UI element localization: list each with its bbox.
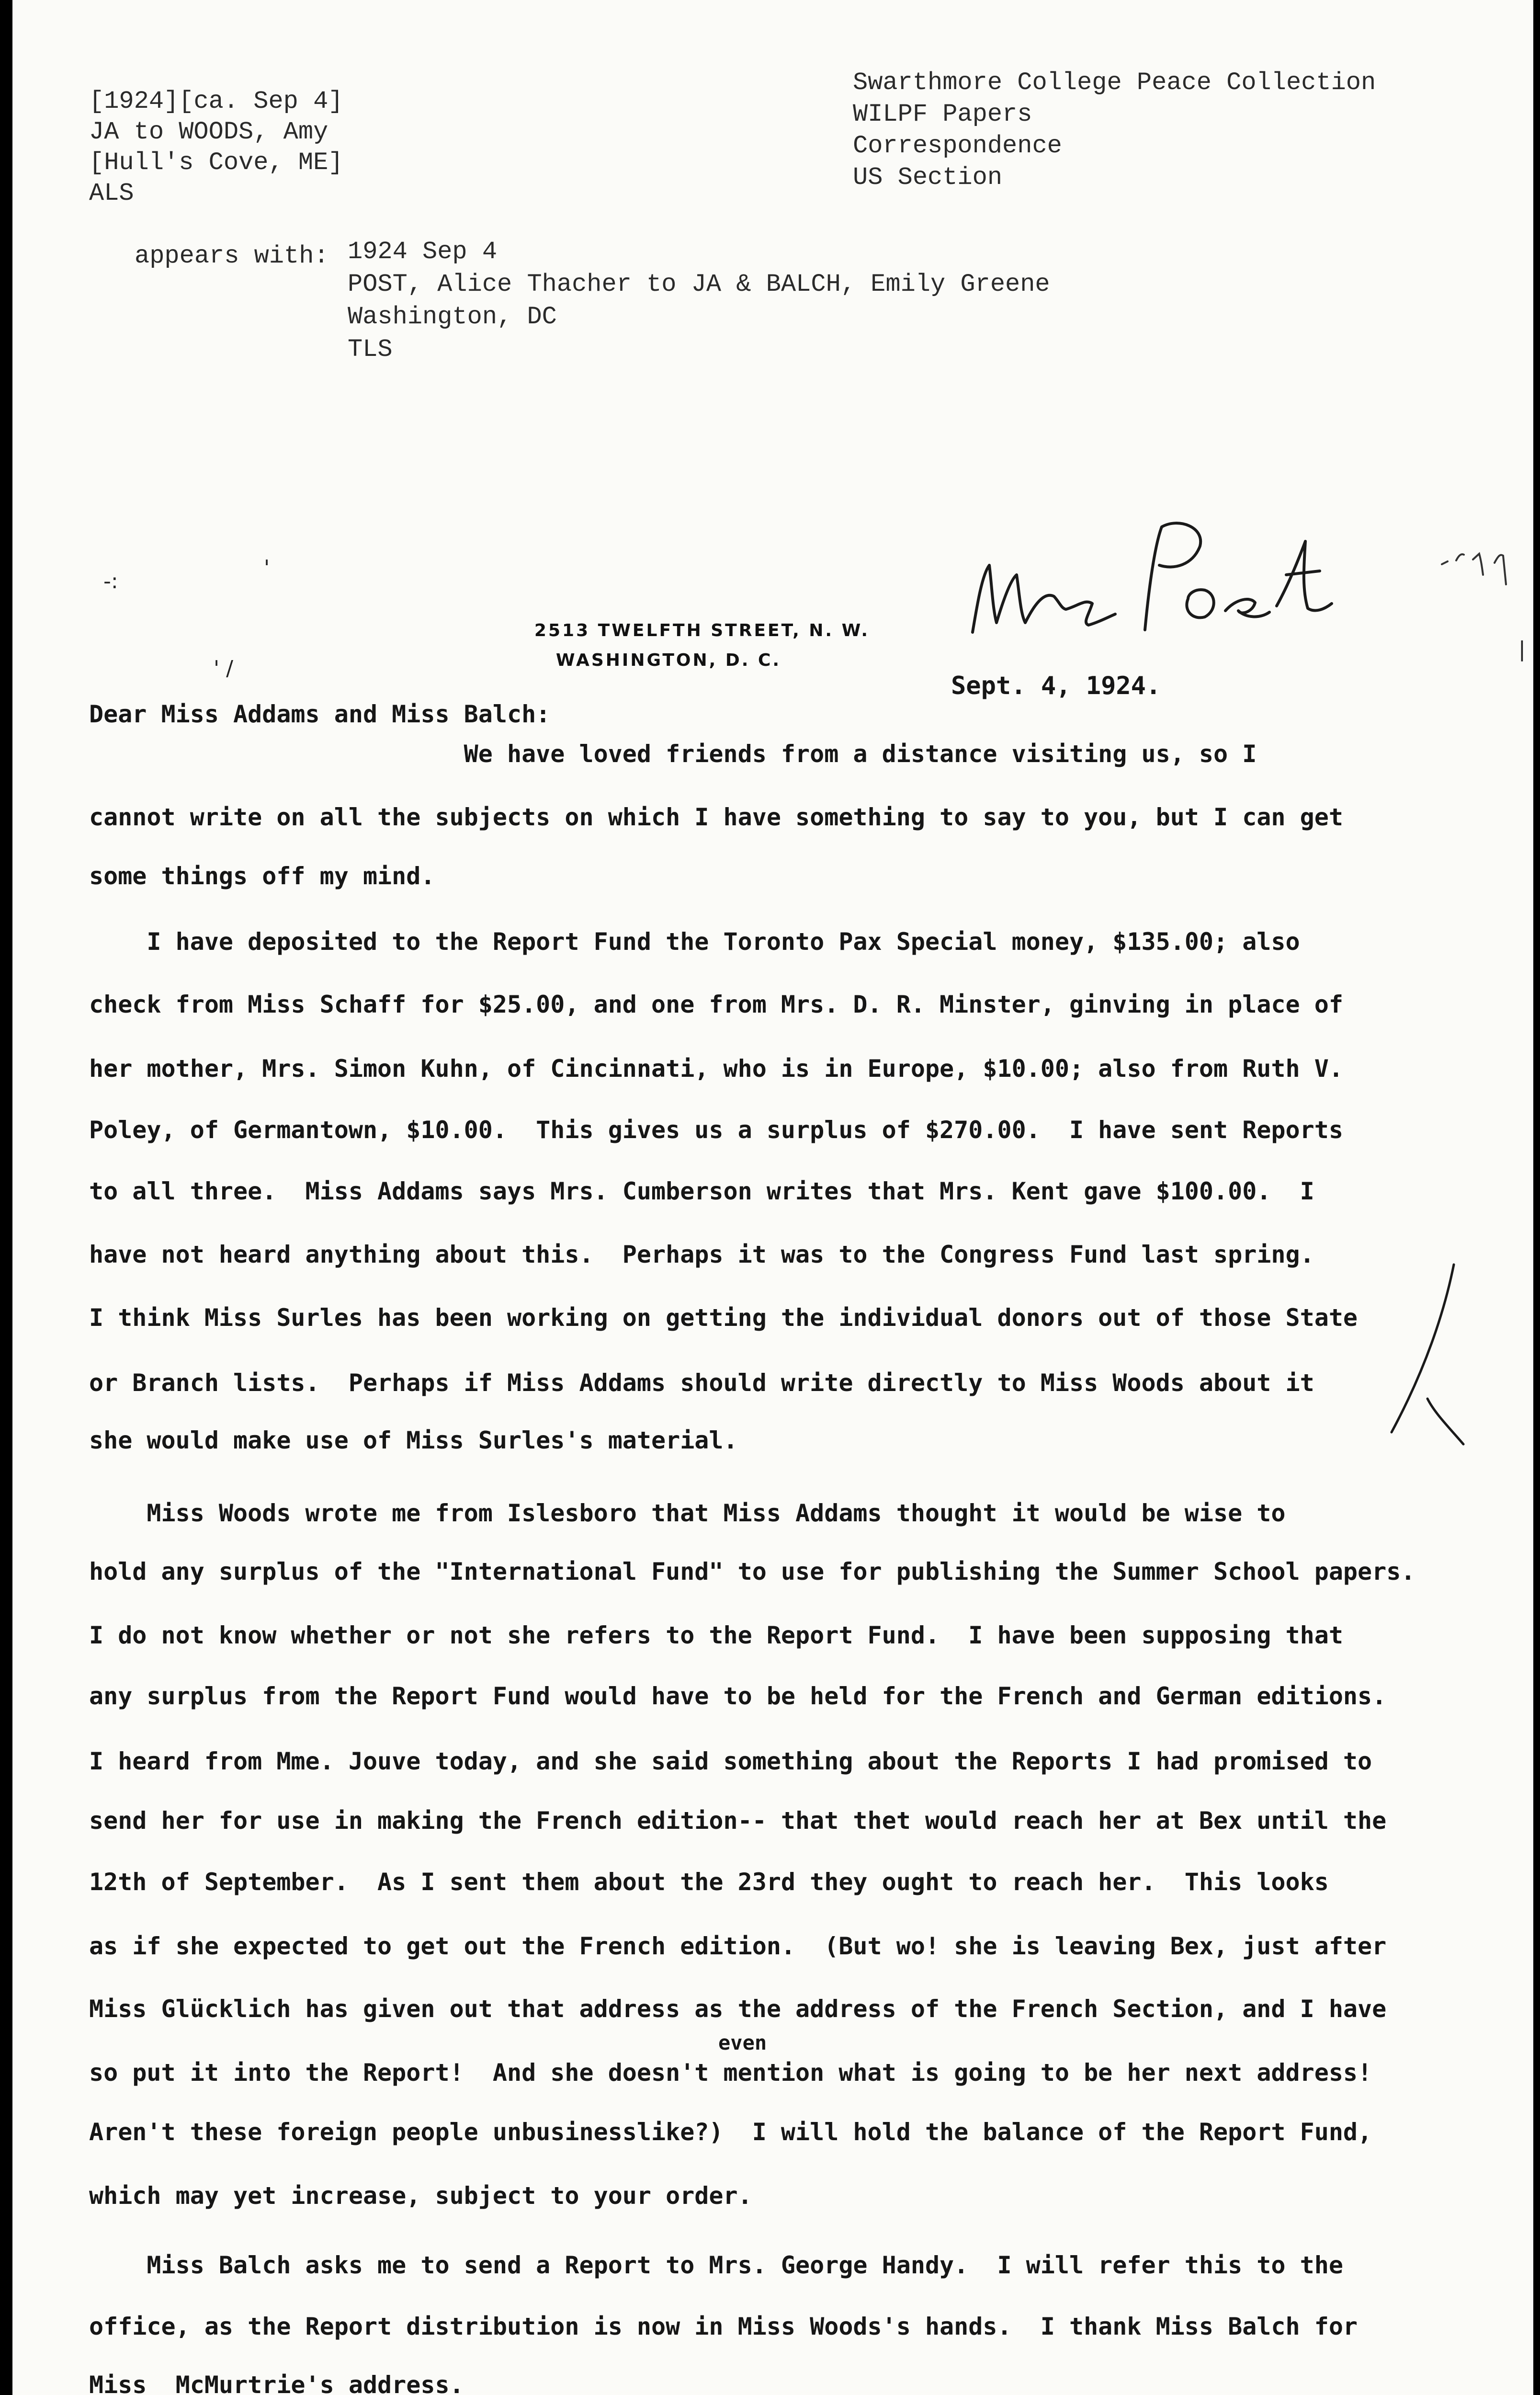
- body-line: Miss McMurtrie's address.: [89, 2371, 464, 2395]
- body-line: so put it into the Report! And she doesn't mention what is going to be her next address!: [89, 2059, 1372, 2087]
- letter-page: [12, 0, 1533, 2395]
- body-line: Miss Glücklich has given out that address as the address of the French Section, and I have: [89, 1995, 1387, 2023]
- interlinear-insertion: even: [718, 2031, 767, 2054]
- body-line: have not heard anything about this. Perhaps it was to the Congress Fund last spring.: [89, 1241, 1314, 1268]
- body-line: office, as the Report distribution is now in Miss Woods's hands. I thank Miss Balch for: [89, 2313, 1358, 2340]
- body-line: check from Miss Schaff for $25.00, and one from Mrs. D. R. Minster, ginving in place of: [89, 991, 1343, 1018]
- letterhead-street: 2513 TWELFTH STREET, N. W.: [534, 621, 870, 640]
- body-line: Aren't these foreign people unbusinesslike?) I will hold the balance of the Report Fund,: [89, 2118, 1372, 2146]
- handwritten-annotation-mrs-post: [963, 508, 1533, 647]
- appears-with-lines: 1924 Sep 4 POST, Alice Thacher to JA & BALCH, Emily Greene Washington, DC TLS: [348, 238, 1050, 364]
- body-line: she would make use of Miss Surles's material.: [89, 1426, 738, 1454]
- body-line: to all three. Miss Addams says Mrs. Cumberson writes that Mrs. Kent gave $100.00. I: [89, 1177, 1314, 1205]
- body-line: some things off my mind.: [89, 862, 435, 890]
- scan-mark: |: [1518, 637, 1526, 661]
- body-line: any surplus from the Report Fund would have to be held for the French and German editions.: [89, 1682, 1387, 1710]
- body-line: Poley, of Germantown, $10.00. This gives us a surplus of $270.00. I have sent Reports: [89, 1116, 1343, 1144]
- appears-with-label: appears with:: [135, 242, 329, 270]
- body-line: send her for use in making the French edition-- that thet would reach her at Bex until the: [89, 1807, 1387, 1835]
- body-line: I heard from Mme. Jouve today, and she said something about the Reports I had promised to: [89, 1747, 1372, 1775]
- scan-mark: ': [264, 556, 270, 580]
- body-line: which may yet increase, subject to your order.: [89, 2182, 752, 2210]
- body-line: hold any surplus of the "International Fund" to use for publishing the Summer School papers.: [89, 1558, 1415, 1585]
- body-line: her mother, Mrs. Simon Kuhn, of Cincinnati, who is in Europe, $10.00; also from Ruth V.: [89, 1055, 1343, 1083]
- catalog-left-block: [1924][ca. Sep 4] JA to WOODS, Amy [Hull's Cove, ME] ALS: [89, 87, 343, 207]
- body-line: cannot write on all the subjects on which I have something to say to you, but I can get: [89, 803, 1343, 831]
- body-line: Miss Woods wrote me from Islesboro that Miss Addams thought it would be wise to: [89, 1499, 1286, 1527]
- scan-mark: ' /: [214, 656, 233, 681]
- salutation: Dear Miss Addams and Miss Balch:: [89, 700, 551, 728]
- scan-mark: -:: [103, 569, 118, 593]
- letterhead-city: WASHINGTON, D. C.: [555, 650, 781, 670]
- body-line: Miss Balch asks me to send a Report to Mrs. George Handy. I will refer this to the: [89, 2251, 1343, 2279]
- letter-date: Sept. 4, 1924.: [951, 672, 1161, 700]
- margin-x-mark: [1382, 1255, 1497, 1466]
- body-line: I have deposited to the Report Fund the Toronto Pax Special money, $135.00; also: [89, 928, 1300, 956]
- body-line: I think Miss Surles has been working on getting the individual donors out of those State: [89, 1304, 1358, 1332]
- body-line: 12th of September. As I sent them about the 23rd they ought to reach her. This looks: [89, 1868, 1329, 1896]
- body-line: or Branch lists. Perhaps if Miss Addams should write directly to Miss Woods about it: [89, 1369, 1314, 1397]
- catalog-right-block: Swarthmore College Peace Collection WILPF Papers Correspondence US Section: [853, 68, 1376, 192]
- body-line: We have loved friends from a distance visiting us, so I: [89, 740, 1257, 768]
- body-line: I do not know whether or not she refers to the Report Fund. I have been supposing that: [89, 1621, 1343, 1649]
- body-line: as if she expected to get out the French edition. (But wo! she is leaving Bex, just after: [89, 1932, 1387, 1960]
